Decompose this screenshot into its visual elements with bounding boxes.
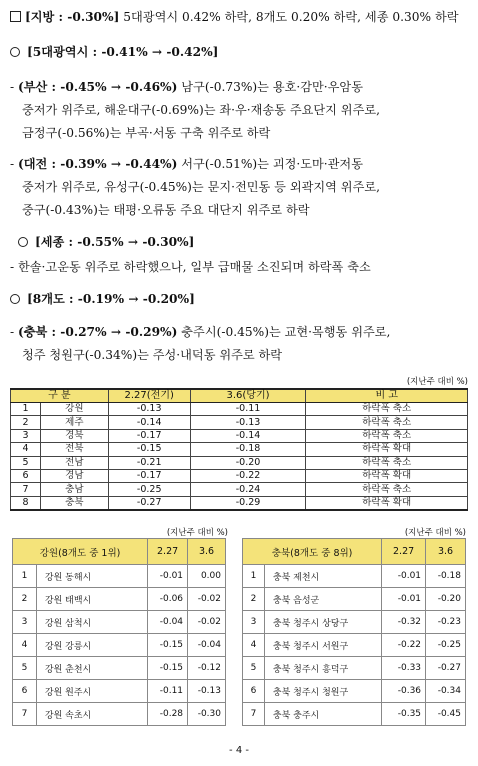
column-header: 3.6: [188, 539, 226, 565]
table-cell: 0.00: [188, 565, 226, 588]
table-cell: 3: [13, 611, 37, 634]
provinces-heading: [8개도 : -0.19% → -0.20%]: [10, 292, 472, 307]
gangwon-city-table: [12, 538, 226, 726]
table-cell: 강원 동해시: [36, 565, 147, 588]
chungbuk-line-2: 청주 청원구(-0.34%)는 주성·내덕동 위주로 하락: [22, 348, 283, 362]
column-header: 충북(8개도 중 8위): [243, 539, 382, 565]
table-cell: -0.02: [188, 588, 226, 611]
table-cell: 충북 청주시 서원구: [264, 634, 381, 657]
table-row: [243, 611, 466, 634]
table-row: [11, 469, 468, 482]
table-cell: 하락폭 축소: [306, 483, 468, 496]
table-row: [11, 456, 468, 469]
table-cell: -0.13: [190, 416, 306, 429]
table-cell: 2: [11, 416, 41, 429]
table-cell: 4: [13, 634, 37, 657]
checkbox-square-icon: [10, 11, 21, 22]
table-cell: -0.13: [188, 680, 226, 703]
table-cell: 강원 원주시: [36, 680, 147, 703]
table-row: [11, 443, 468, 456]
table-cell: 5: [13, 657, 37, 680]
table-cell: 6: [13, 680, 37, 703]
table-cell: 강원 속초시: [36, 703, 147, 726]
table-cell: -0.36: [382, 680, 426, 703]
table-row: [11, 496, 468, 510]
table-row: [11, 416, 468, 429]
main-table-unit-note: (지난주 대비 %): [406, 377, 468, 387]
table-row: [243, 703, 466, 726]
table-cell: 5: [243, 657, 265, 680]
table-row: [13, 565, 226, 588]
table-cell: 강원 춘천시: [36, 657, 147, 680]
table-cell: 1: [243, 565, 265, 588]
column-header: 2.27: [148, 539, 188, 565]
table-cell: -0.12: [188, 657, 226, 680]
table-cell: 8: [11, 496, 41, 510]
table-header-row: [243, 539, 466, 565]
table-header-row: [13, 539, 226, 565]
summary-text: 5대광역시 0.42% 하락, 8개도 0.20% 하락, 세종 0.30% 하락: [119, 10, 459, 24]
table-cell: -0.04: [188, 634, 226, 657]
column-header: 구 분: [11, 389, 109, 403]
table-row: [13, 680, 226, 703]
table-cell: -0.32: [382, 611, 426, 634]
gangwon-unit-note: (지난주 대비 %): [166, 528, 228, 538]
summary-region: [지방 : -0.30%]: [25, 10, 120, 24]
table-cell: -0.18: [190, 443, 306, 456]
table-cell: -0.22: [190, 469, 306, 482]
table-cell: 3: [243, 611, 265, 634]
table-row: [243, 680, 466, 703]
table-row: [13, 611, 226, 634]
province-weekly-table: [10, 388, 468, 511]
column-header: 3.6(당기): [190, 389, 306, 403]
table-row: [13, 703, 226, 726]
table-cell: 2: [13, 588, 37, 611]
table-cell: -0.30: [188, 703, 226, 726]
column-header: 3.6: [426, 539, 466, 565]
sejong-heading: [세종 : -0.55% → -0.30%]: [18, 235, 478, 250]
busan-line-1: - (부산 : -0.45% → -0.46%) 남구(-0.73%)는 용호·감만·우암동: [10, 80, 363, 94]
table-cell: 충북 청주시 청원구: [264, 680, 381, 703]
table-cell: 강원 삼척시: [36, 611, 147, 634]
table-cell: -0.25: [108, 483, 190, 496]
table-cell: -0.17: [108, 429, 190, 442]
busan-line-2: 중저가 위주로, 해운대구(-0.69%)는 좌·우·재송동 주요단지 위주로,: [22, 103, 380, 117]
table-cell: -0.01: [382, 588, 426, 611]
table-cell: 강원 강릉시: [36, 634, 147, 657]
table-cell: 6: [243, 680, 265, 703]
table-cell: 7: [243, 703, 265, 726]
table-cell: -0.20: [426, 588, 466, 611]
table-row: [13, 634, 226, 657]
table-cell: 충북 충주시: [264, 703, 381, 726]
column-header: 2.27: [382, 539, 426, 565]
table-cell: 하락폭 축소: [306, 403, 468, 416]
table-cell: 7: [11, 483, 41, 496]
table-cell: 7: [13, 703, 37, 726]
chungbuk-city-table: [242, 538, 466, 726]
table-cell: 3: [11, 429, 41, 442]
column-header: 강원(8개도 중 1위): [13, 539, 148, 565]
table-cell: -0.24: [190, 483, 306, 496]
table-row: [11, 429, 468, 442]
table-cell: -0.11: [148, 680, 188, 703]
table-cell: -0.06: [148, 588, 188, 611]
chungbuk-line-1: - (충북 : -0.27% → -0.29%) 충주시(-0.45%)는 교현·목행동 위주로,: [10, 325, 391, 339]
page-number: - 4 -: [229, 745, 249, 756]
table-cell: 충남: [40, 483, 108, 496]
table-cell: -0.25: [426, 634, 466, 657]
table-cell: 충북 음성군: [264, 588, 381, 611]
table-cell: 1: [11, 403, 41, 416]
table-header-row: [11, 389, 468, 403]
table-cell: -0.15: [148, 657, 188, 680]
table-cell: 5: [11, 456, 41, 469]
table-cell: -0.17: [108, 469, 190, 482]
daejeon-line-2: 중저가 위주로, 유성구(-0.45%)는 문지·전민동 등 외곽지역 위주로,: [22, 180, 380, 194]
table-cell: 6: [11, 469, 41, 482]
table-row: [243, 588, 466, 611]
table-cell: -0.20: [190, 456, 306, 469]
table-cell: -0.01: [382, 565, 426, 588]
table-cell: 제주: [40, 416, 108, 429]
table-row: [243, 634, 466, 657]
table-cell: 경북: [40, 429, 108, 442]
table-cell: -0.01: [148, 565, 188, 588]
table-cell: -0.18: [426, 565, 466, 588]
circle-bullet-icon: [10, 294, 20, 304]
table-cell: -0.15: [148, 634, 188, 657]
circle-bullet-icon: [10, 47, 20, 57]
table-cell: -0.13: [108, 403, 190, 416]
table-cell: -0.11: [190, 403, 306, 416]
chungbuk-unit-note: (지난주 대비 %): [404, 528, 466, 538]
table-cell: -0.23: [426, 611, 466, 634]
table-cell: -0.22: [382, 634, 426, 657]
table-cell: -0.15: [108, 443, 190, 456]
table-cell: -0.21: [108, 456, 190, 469]
table-cell: -0.27: [426, 657, 466, 680]
table-cell: 하락폭 확대: [306, 443, 468, 456]
table-cell: 하락폭 축소: [306, 416, 468, 429]
column-header: 2.27(전기): [108, 389, 190, 403]
summary-line: [10, 10, 472, 25]
table-cell: -0.28: [148, 703, 188, 726]
table-cell: 하락폭 확대: [306, 496, 468, 510]
table-cell: 4: [243, 634, 265, 657]
table-cell: -0.34: [426, 680, 466, 703]
table-cell: 4: [11, 443, 41, 456]
column-header: 비 고: [306, 389, 468, 403]
table-row: [243, 565, 466, 588]
table-cell: 전북: [40, 443, 108, 456]
table-cell: -0.04: [148, 611, 188, 634]
table-cell: -0.14: [190, 429, 306, 442]
circle-bullet-icon: [18, 237, 28, 247]
table-cell: -0.14: [108, 416, 190, 429]
table-cell: 충북 제천시: [264, 565, 381, 588]
metro-heading: [5대광역시 : -0.41% → -0.42%]: [10, 45, 472, 60]
table-cell: -0.33: [382, 657, 426, 680]
table-cell: 경남: [40, 469, 108, 482]
sejong-line: - 한솔·고운동 위주로 하락했으나, 일부 급매물 소진되며 하락폭 축소: [10, 260, 371, 274]
table-cell: 충북 청주시 흥덕구: [264, 657, 381, 680]
table-row: [13, 588, 226, 611]
table-row: [243, 657, 466, 680]
busan-line-3: 금정구(-0.56%)는 부곡·서동 구축 위주로 하락: [22, 126, 271, 140]
table-cell: -0.27: [108, 496, 190, 510]
table-cell: 하락폭 축소: [306, 456, 468, 469]
table-cell: -0.35: [382, 703, 426, 726]
table-cell: 2: [243, 588, 265, 611]
table-cell: 충북 청주시 상당구: [264, 611, 381, 634]
daejeon-line-1: - (대전 : -0.39% → -0.44%) 서구(-0.51%)는 괴정·도마·관저동: [10, 157, 363, 171]
table-cell: -0.45: [426, 703, 466, 726]
table-cell: 하락폭 축소: [306, 429, 468, 442]
table-row: [11, 403, 468, 416]
table-cell: 하락폭 확대: [306, 469, 468, 482]
table-cell: -0.29: [190, 496, 306, 510]
table-cell: 강원: [40, 403, 108, 416]
table-cell: 강원 태백시: [36, 588, 147, 611]
table-row: [11, 483, 468, 496]
table-cell: 전남: [40, 456, 108, 469]
table-cell: -0.02: [188, 611, 226, 634]
table-cell: 충북: [40, 496, 108, 510]
table-row: [13, 657, 226, 680]
daejeon-line-3: 중구(-0.43%)는 태평·오류동 주요 대단지 위주로 하락: [22, 203, 310, 217]
table-cell: 1: [13, 565, 37, 588]
